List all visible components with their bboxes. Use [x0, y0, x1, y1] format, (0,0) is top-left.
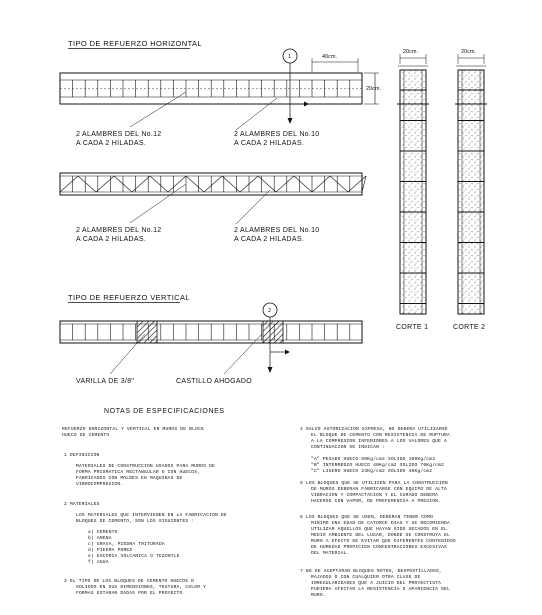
truss-diagonal	[96, 176, 114, 192]
section-corte-1	[396, 49, 429, 331]
svg-text:A LA COMPRESION INFERIORES A L: A LA COMPRESION INFERIORES A LOS VALORES QUE A	[311, 439, 448, 444]
svg-text:6 LOS BLOQUES QUE SE USEN, D: 6 LOS BLOQUES QUE SE USEN, DEBERAN TENER COMO	[300, 515, 434, 520]
truss-diagonal	[312, 176, 330, 192]
truss-diagonal	[132, 176, 150, 192]
svg-text:CORTE 2: CORTE 2	[453, 324, 486, 331]
svg-text:EL BLOQUE DE CEMENTO CON RESIS: EL BLOQUE DE CEMENTO CON RESISTENCIA DE RUPTURA	[311, 433, 450, 438]
truss-diagonal	[294, 176, 312, 192]
svg-text:"B" INTERMEDIO HUECO 40Kg: "B" INTERMEDIO HUECO 40Kg/cm2 SOLIDO 70Kg/cm2	[311, 463, 445, 468]
svg-text:20cm.: 20cm.	[403, 49, 418, 55]
truss-diagonal	[186, 176, 204, 192]
svg-text:CORTE 1: CORTE 1	[396, 324, 429, 331]
truss-diagonal	[258, 176, 276, 192]
svg-text:MURO.: MURO.	[311, 593, 326, 598]
svg-text:FORMA PRISMATICA RECTANGULAR O: FORMA PRISMATICA RECTANGULAR O CON HUECOS,	[76, 470, 201, 475]
truss-diagonal	[362, 176, 366, 192]
svg-text:DE HUMEDAD PROPICIEN CONCENTRA: DE HUMEDAD PROPICIEN CONCENTRACIONES EXCESIVAS	[311, 545, 448, 550]
truss-diagonal	[60, 176, 78, 192]
svg-text:b) ARENA: b) ARENA	[88, 536, 112, 541]
truss-diagonal	[330, 176, 348, 192]
truss-diagonal	[150, 176, 168, 192]
svg-text:7 NO SE ACEPTARAN BLOQUES RO: 7 NO SE ACEPTARAN BLOQUES ROTOS, DESPOSTILLADOS,	[300, 569, 442, 574]
svg-text:2 ALAMBRES DEL No.12: 2 ALAMBRES DEL No.12	[76, 227, 162, 234]
svg-text:4 SALVO AUTORIZACION EXPRESA: 4 SALVO AUTORIZACION EXPRESA, NO DEBERA UTILIZARSE	[300, 427, 448, 432]
svg-text:VARILLA DE 3/8": VARILLA DE 3/8"	[76, 378, 135, 385]
truss-diagonal	[204, 176, 222, 192]
svg-text:MATERIALES DE CONSTRUCCION USA: MATERIALES DE CONSTRUCCION USADOS PARA MUROS DE	[76, 464, 215, 469]
dimension-block-height	[364, 73, 381, 104]
svg-text:1 DEFINICION: 1 DEFINICION	[64, 453, 100, 458]
svg-text:2: 2	[268, 308, 272, 314]
svg-text:A CADA 2 HILADAS.: A CADA 2 HILADAS.	[76, 140, 147, 147]
svg-text:VIBRACION Y COMPACTACION Y EL: VIBRACION Y COMPACTACION Y EL CURADO DEBERA	[311, 493, 439, 498]
svg-text:A CADA 2 HILADAS.: A CADA 2 HILADAS.	[234, 140, 305, 147]
svg-text:FORMAS ESTARAN DADAS POR EL PR: FORMAS ESTARAN DADAS POR EL PROYECTO.	[76, 591, 186, 596]
truss-diagonal	[168, 176, 186, 192]
svg-text:FABRICADOS CON MOLDES EN MAQUI: FABRICADOS CON MOLDES EN MAQUINAS DE	[76, 476, 183, 481]
svg-text:LOS MATERIALES QUE INTERVIENEN: LOS MATERIALES QUE INTERVIENEN EN LA FABRICACION DE	[76, 513, 227, 518]
svg-text:e) ESCORIA VOLCANICA O TEZO: e) ESCORIA VOLCANICA O TEZONTLE	[88, 554, 180, 559]
label-wall2-left	[76, 184, 186, 243]
svg-text:MURO A EFECTO DE EVITAR QUE DI: MURO A EFECTO DE EVITAR QUE DIFERENTES CONTENIDOS	[311, 539, 456, 544]
svg-text:UTILIZAR AQUELLOS QUE HAYAN SI: UTILIZAR AQUELLOS QUE HAYAN SIDO SECADOS EN EL	[311, 527, 448, 532]
svg-text:HACERSE CON VAPOR, DE PREFEREN: HACERSE CON VAPOR, DE PREFERENCIA A PRESION.	[311, 499, 442, 504]
truss-diagonal	[348, 176, 366, 192]
svg-text:A CADA 2 HILADAS.: A CADA 2 HILADAS.	[76, 236, 147, 243]
notes-right-column	[300, 426, 456, 598]
svg-text:"C" LIGERO HUECO 23Kg: "C" LIGERO HUECO 23Kg/cm2 SOLIDO 40Kg/cm2	[311, 469, 433, 474]
dimension-block-length	[312, 54, 358, 72]
svg-text:SOLIDOS EN SUS DIMENSIONES, TE: SOLIDOS EN SUS DIMENSIONES, TEXTURA, COLOR Y	[76, 585, 207, 590]
svg-text:RAJADOS O CON CUALQUIER OTRA C: RAJADOS O CON CUALQUIER OTRA CLASE DE	[311, 575, 421, 580]
svg-text:A CADA 2 HILADAS.: A CADA 2 HILADAS.	[234, 236, 305, 243]
svg-text:3 EL TIPO DE LOS BLOQUES DE: 3 EL TIPO DE LOS BLOQUES DE CEMENTO HUECOS O	[64, 579, 195, 584]
wall-vertical-reinforcement	[60, 321, 362, 343]
label-wall2-right	[234, 190, 320, 243]
section-corte-2	[453, 49, 487, 331]
svg-text:c) GRAVA, PIEDRA TRITURADA: c) GRAVA, PIEDRA TRITURADA	[88, 542, 165, 547]
vertical-reinforcement-title: TIPO DE REFUERZO VERTICAL	[68, 293, 190, 302]
label-varilla	[76, 334, 145, 385]
svg-text:a) CEMENTO: a) CEMENTO	[88, 530, 118, 535]
svg-text:VIBROCOMPRESION.: VIBROCOMPRESION.	[76, 482, 124, 487]
horizontal-reinforcement-title: TIPO DE REFUERZO HORIZONTAL	[68, 39, 203, 48]
label-wall1-left	[76, 92, 186, 147]
svg-text:PUDIERA AFECTAR LA RESISTENCIA: PUDIERA AFECTAR LA RESISTENCIA O APARIENCIA DEL	[311, 587, 450, 592]
svg-text:5 LOS BLOQUES QUE SE UTILICE: 5 LOS BLOQUES QUE SE UTILICEN PARA LA CONSTRUCCION	[300, 481, 448, 486]
svg-text:f) AGUA: f) AGUA	[88, 560, 109, 565]
svg-text:DEL MATERIAL.: DEL MATERIAL.	[311, 551, 350, 556]
svg-text:CASTILLO AHOGADO: CASTILLO AHOGADO	[176, 378, 252, 385]
svg-text:HUECO DE CEMENTO: HUECO DE CEMENTO	[62, 433, 110, 438]
svg-text:2 ALAMBRES DEL No.10: 2 ALAMBRES DEL No.10	[234, 227, 320, 234]
svg-text:40cm.: 40cm.	[322, 54, 337, 60]
svg-text:1: 1	[288, 54, 292, 60]
svg-text:20cm.: 20cm.	[366, 86, 381, 92]
svg-text:2 ALAMBRES DEL No.10: 2 ALAMBRES DEL No.10	[234, 131, 320, 138]
label-castillo	[176, 334, 262, 385]
svg-text:DE MUROS DEBERAN FABRICARSE CO: DE MUROS DEBERAN FABRICARSE CON EQUIPO DE ALTA	[311, 487, 448, 492]
filled-cell-2	[263, 321, 283, 343]
svg-text:MINIMO UNA EDAD DE CATORCE DIA: MINIMO UNA EDAD DE CATORCE DIAS Y SE RECOMIENDA	[311, 521, 450, 526]
svg-text:IRREGULARIDADES QUE A JUICIO D: IRREGULARIDADES QUE A JUICIO DEL PROYECTISTA	[311, 581, 442, 586]
svg-text:MEDIO AMBIENTE DEL LUGAR, DOND: MEDIO AMBIENTE DEL LUGAR, DONDE SE CONSTRUYA EL	[311, 533, 450, 538]
truss-diagonal	[78, 176, 96, 192]
svg-text:"A" PESADO HUECO 60Kg: "A" PESADO HUECO 60Kg/cm2 SOLIDO 100Kg/cm2	[311, 457, 436, 462]
notes-left-column	[62, 426, 227, 596]
svg-text:2 ALAMBRES DEL No.12: 2 ALAMBRES DEL No.12	[76, 131, 162, 138]
svg-text:BLOQUES DE CEMENTO, SON LOS SI: BLOQUES DE CEMENTO, SON LOS SIGUIENTES :	[76, 519, 195, 524]
notes-title: NOTAS DE ESPECIFICACIONES	[104, 408, 225, 415]
svg-text:REFUERZO HORIZONTAL Y VERTICAL: REFUERZO HORIZONTAL Y VERTICAL EN MUROS DE BLOCK	[62, 427, 204, 432]
svg-text:d) PIEDRA POMEZ: d) PIEDRA POMEZ	[88, 548, 133, 553]
wall-ladder-reinforcement	[60, 73, 362, 104]
svg-text:2 MATERIALES: 2 MATERIALES	[64, 502, 100, 507]
svg-text:20cm.: 20cm.	[461, 49, 476, 55]
truss-diagonal	[222, 176, 240, 192]
label-wall1-right	[234, 98, 320, 147]
truss-diagonal	[276, 176, 294, 192]
wall-truss-reinforcement	[60, 173, 366, 195]
svg-text:CONTINUACION SE INDICAN :: CONTINUACION SE INDICAN :	[311, 445, 385, 450]
